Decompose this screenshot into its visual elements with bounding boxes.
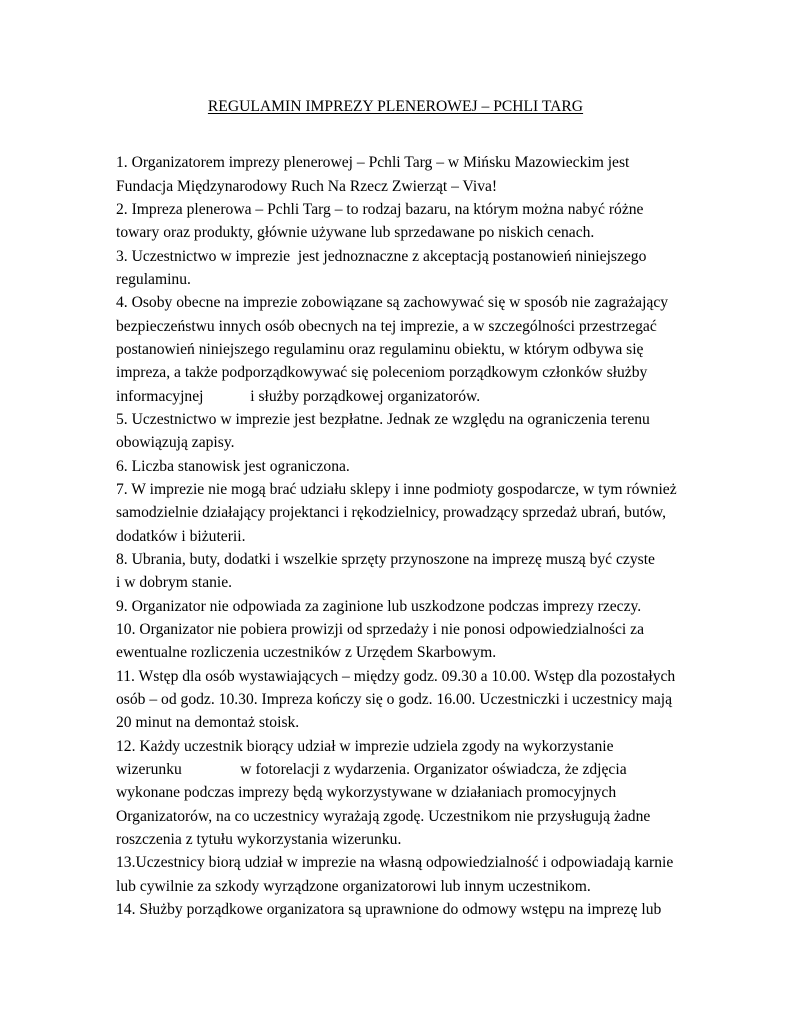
text-line: Organizatorów, na co uczestnicy wyrażają zgodę. Uczestnikom nie przysługują żadne (116, 808, 651, 825)
text-line: bezpieczeństwu innych osób obecnych na tej imprezie, a w szczególności przestrzegać (116, 318, 657, 335)
text-line: lub cywilnie za szkody wyrządzone organizatorowi lub innym uczestnikom. (116, 878, 591, 895)
text-line: osób – od godz. 10.30. Impreza kończy się o godz. 16.00. Uczestniczki i uczestnicy mają (116, 691, 673, 708)
text-line: impreza, a także podporządkowywać się poleceniom porządkowym członków służby (116, 364, 648, 381)
text-line: 1. Organizatorem imprezy plenerowej – Pchli Targ – w Mińsku Mazowieckim jest (116, 154, 630, 171)
text-line: i w dobrym stanie. (116, 574, 233, 591)
text-line: informacyjnej i służby porządkowej organizatorów. (116, 388, 481, 405)
text-line: ewentualne rozliczenia uczestników z Urzędem Skarbowym. (116, 644, 497, 661)
text-line: wykonane podczas imprezy będą wykorzystywane w działaniach promocyjnych (116, 784, 617, 801)
text-line: 12. Każdy uczestnik biorący udział w imprezie udziela zgody na wykorzystanie (116, 738, 614, 755)
text-line: 20 minut na demontaż stoisk. (116, 714, 300, 731)
text-line: 11. Wstęp dla osób wystawiających – między godz. 09.30 a 10.00. Wstęp dla pozostałych (116, 668, 676, 685)
text-line: 13.Uczestnicy biorą udział w imprezie na własną odpowiedzialność i odpowiadają karnie (116, 854, 674, 871)
text-line: 8. Ubrania, buty, dodatki i wszelkie sprzęty przynoszone na imprezę muszą być czyste (116, 551, 655, 568)
document-title: REGULAMIN IMPREZY PLENEROWEJ – PCHLI TARG (207, 98, 584, 115)
text-line: roszczenia z tytułu wykorzystania wizerunku. (116, 831, 402, 848)
text-line: 14. Służby porządkowe organizatora są uprawnione do odmowy wstępu na imprezę lub (116, 901, 662, 918)
text-line: regulaminu. (116, 271, 191, 288)
text-line: samodzielnie działający projektanci i rękodzielnicy, prowadzący sprzedaż ubrań, butów, (116, 504, 667, 521)
text-line: 6. Liczba stanowisk jest ograniczona. (116, 458, 350, 475)
text-line: towary oraz produkty, głównie używane lub sprzedawane po niskich cenach. (116, 224, 595, 241)
text-line: 4. Osoby obecne na imprezie zobowiązane są zachowywać się w sposób nie zagrażający (116, 294, 669, 311)
text-line: dodatków i biżuterii. (116, 528, 246, 545)
text-line: 10. Organizator nie pobiera prowizji od sprzedaży i nie ponosi odpowiedzialności za (116, 621, 645, 638)
text-line: Fundacja Międzynarodowy Ruch Na Rzecz Zwierząt – Viva! (116, 178, 498, 195)
text-line: 3. Uczestnictwo w imprezie jest jednoznaczne z akceptacją postanowień niniejszego (116, 248, 647, 265)
text-line: obowiązują zapisy. (116, 434, 235, 451)
text-line: 9. Organizator nie odpowiada za zaginione lub uszkodzone podczas imprezy rzeczy. (116, 598, 642, 615)
text-line: 2. Impreza plenerowa – Pchli Targ – to rodzaj bazaru, na którym można nabyć różne (116, 201, 644, 218)
text-line: postanowień niniejszego regulaminu oraz regulaminu obiektu, w którym odbywa się (116, 341, 644, 358)
text-line: 5. Uczestnictwo w imprezie jest bezpłatne. Jednak ze względu na ograniczenia terenu (116, 411, 650, 428)
text-line: 7. W imprezie nie mogą brać udziału sklepy i inne podmioty gospodarcze, w tym również (116, 481, 677, 498)
text-line: wizerunku w fotorelacji z wydarzenia. Organizator oświadcza, że zdjęcia (116, 761, 627, 778)
